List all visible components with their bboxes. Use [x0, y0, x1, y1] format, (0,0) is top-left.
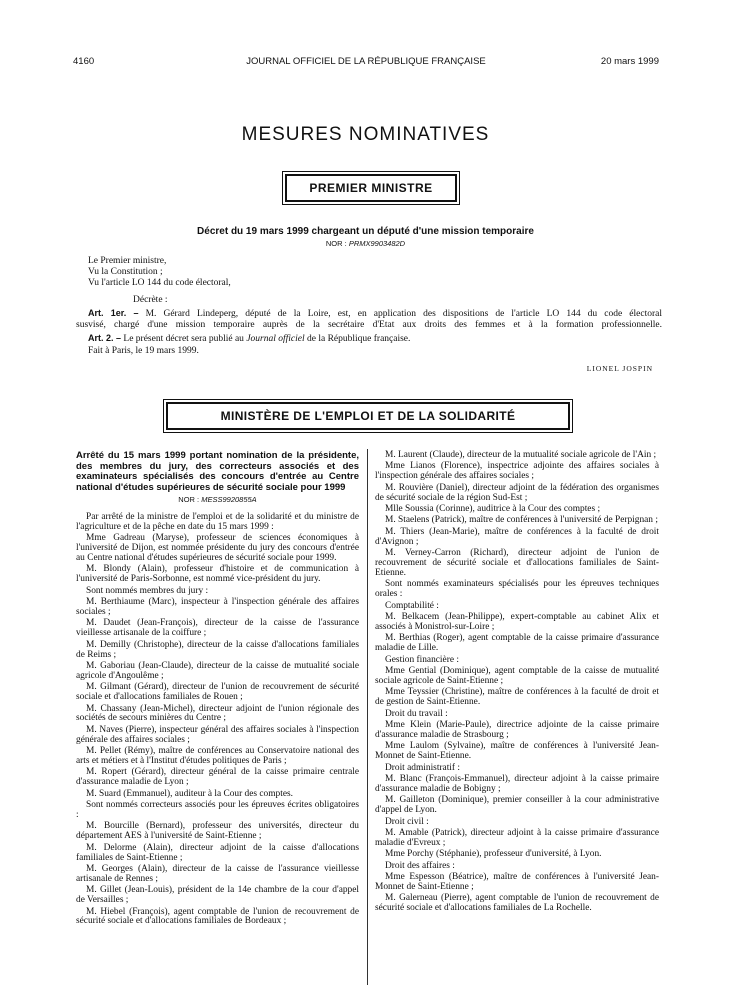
- nor-code: MESS9920855A: [201, 495, 257, 504]
- column-divider: [367, 449, 368, 985]
- paragraph: Mme Lianos (Florence), inspectrice adjointe des affaires sociales à l'inspection générale des affaires sociales ;: [375, 461, 659, 482]
- paragraph: M. Staelens (Patrick), maître de conférences à l'université de Perpignan ;: [385, 515, 658, 526]
- paragraph: M. Demilly (Christophe), directeur de la caisse d'allocations familiales de Reims ;: [76, 639, 359, 660]
- paragraph: M. Suard (Emmanuel), auditeur à la Cour des comptes.: [86, 788, 293, 799]
- nor-label: NOR :: [325, 239, 347, 248]
- paragraph: M. Pellet (Rémy), maître de conférences au Conservatoire national des arts et métiers et à l'Institut d'études politiques de Paris ;: [76, 746, 359, 766]
- section-ministere-emploi: MINISTÈRE DE L'EMPLOI ET DE LA SOLIDARITÉ: [166, 402, 570, 430]
- paragraph: M. Gaboriau (Jean-Claude), directeur de la caisse de mutualité sociale agricole d'Angoulême ;: [76, 660, 359, 681]
- paragraph: Sont nommés examinateurs spécialisés pour les épreuves techniques orales :: [375, 579, 659, 600]
- decret-nor: [0, 239, 731, 248]
- article-1-line-2: susvisé, chargé d'une mission temporaire auprès de la secrétaire d'Etat aux droits des femmes et à la formation professionnelle.: [76, 320, 662, 330]
- paragraph: M. Verney-Carron (Richard), directeur adjoint de l'union de recouvrement de sécurité sociale et d'allocations familiales de Saint-Etienne.: [375, 548, 659, 578]
- article-1-line-1: [88, 308, 662, 320]
- paragraph: Droit du travail :: [385, 708, 448, 719]
- paragraph: M. Bourcille (Bernard), professeur des universités, directeur du département AES à l'université de Saint-Etienne ;: [76, 821, 359, 842]
- paragraph: Sont nommés membres du jury :: [86, 585, 209, 596]
- paragraph: M. Berthias (Roger), agent comptable de la caisse primaire d'assurance maladie de Lille.: [375, 633, 659, 654]
- main-title: MESURES NOMINATIVES: [241, 124, 490, 145]
- paragraph: M. Naves (Pierre), inspecteur général des affaires sociales à l'inspection générale des affaires sociales ;: [76, 724, 359, 745]
- left-paragraphs: [76, 513, 359, 927]
- paragraph: M. Daudet (Jean-François), directeur de la caisse de l'assurance vieillesse artisanale de la coiffure ;: [76, 618, 359, 639]
- decrete: Décrète :: [133, 295, 168, 305]
- right-paragraphs: [375, 451, 659, 914]
- paragraph: Mme Klein (Marie-Paule), directrice adjointe de la caisse primaire d'assurance maladie de Strasbourg ;: [375, 720, 659, 740]
- paragraph: Droit civil :: [385, 816, 429, 827]
- article-2-text-pre: Le présent décret sera publié au: [123, 334, 244, 344]
- paragraph: M. Chassany (Jean-Michel), directeur adjoint de l'union régionale des sociétés de secours minières du Centre ;: [76, 703, 359, 724]
- paragraph: M. Gilmant (Gérard), directeur de l'union de recouvrement de sécurité sociale et d'allocations familiales de Rouen ;: [76, 682, 359, 703]
- arrete-title: Arrêté du 15 mars 1999 portant nomination de la présidente, des membres du jury, des correcteurs associés et des examinateurs spécialisés des concours d'entrée au Centre national d'études supérieures de sécurité sociale pour 1999: [76, 450, 359, 493]
- arrete-right-column: [375, 451, 659, 916]
- visa-1: Le Premier ministre,: [88, 256, 167, 266]
- paragraph: M. Amable (Patrick), directeur adjoint à la caisse primaire d'assurance maladie d'Evreux ;: [375, 828, 659, 848]
- article-2-label: Art. 2. –: [88, 333, 122, 343]
- paragraph: M. Gailleton (Dominique), premier conseiller à la cour administrative d'appel de Lyon.: [375, 795, 659, 816]
- article-2: [88, 333, 410, 345]
- nor-label: NOR :: [178, 495, 200, 504]
- issue-date: 20 mars 1999: [600, 56, 659, 67]
- decret-title: Décret du 19 mars 1999 chargeant un député d'une mission temporaire: [197, 226, 534, 237]
- paragraph: Gestion financière :: [385, 654, 459, 665]
- section-premier-ministre: PREMIER MINISTRE: [285, 174, 457, 202]
- paragraph: M. Rouvière (Daniel), directeur adjoint de la fédération des organismes de sécurité sociale de la région Sud-Est ;: [375, 482, 659, 503]
- signature: LIONEL JOSPIN: [586, 364, 653, 373]
- article-1-text: M. Gérard Lindeperg, député de la Loire, est, en application des dispositions de l'article LO 144 du code électoral: [145, 309, 662, 319]
- paragraph: Mlle Soussia (Corinne), auditrice à la Cour des comptes ;: [385, 504, 601, 514]
- arrete-left-column: [76, 451, 359, 929]
- paragraph: M. Georges (Alain), directeur de la caisse de l'assurance vieillesse artisanale de Rennes ;: [76, 863, 359, 884]
- page-number: 4160: [73, 56, 95, 67]
- paragraph: M. Thiers (Jean-Marie), maître de conférences à la faculté de droit d'Avignon ;: [375, 526, 659, 547]
- visa-2: Vu la Constitution ;: [88, 267, 163, 277]
- paragraph: M. Galerneau (Pierre), agent comptable de l'union de recouvrement de sécurité sociale et d'allocations familiales de La Rochelle.: [375, 893, 659, 914]
- paragraph: Mme Laulom (Sylvaine), maître de conférences à l'université Jean-Monnet de Saint-Etienne.: [375, 741, 659, 762]
- paragraph: M. Berthiaume (Marc), inspecteur à l'inspection générale des affaires sociales ;: [76, 597, 359, 617]
- paragraph: M. Blanc (François-Emmanuel), directeur adjoint à la caisse primaire d'assurance maladie de Bobigny ;: [375, 774, 659, 794]
- paragraph: M. Laurent (Claude), directeur de la mutualité sociale agricole de l'Ain ;: [385, 450, 657, 460]
- arrete-nor: [76, 495, 359, 504]
- journal-officiel-link: Journal officiel: [246, 334, 305, 344]
- paragraph: Mme Gential (Dominique), agent comptable de la caisse de mutualité sociale agricole de Saint-Etienne ;: [375, 666, 659, 686]
- paragraph: Mme Porchy (Stéphanie), professeur d'université, à Lyon.: [385, 849, 602, 860]
- paragraph: M. Delorme (Alain), directeur adjoint de la caisse d'allocations familiales de Saint-Etienne ;: [76, 842, 359, 863]
- paragraph: Par arrêté de la ministre de l'emploi et de la solidarité et du ministre de l'agriculture et de la pêche en date du 15 mars 1999 :: [76, 512, 359, 532]
- paragraph: M. Blondy (Alain), professeur d'histoire et de communication à l'université de Paris-Sorbonne, est nommé vice-président du jury.: [76, 564, 359, 585]
- journal-title: JOURNAL OFFICIEL DE LA RÉPUBLIQUE FRANÇAISE: [246, 56, 486, 67]
- paragraph: Sont nommés correcteurs associés pour les épreuves écrites obligatoires :: [76, 800, 359, 820]
- paragraph: Mme Gadreau (Maryse), professeur de sciences économiques à l'université de Dijon, est nommée présidente du jury des concours d'entrée au Centre national d'études supérieures de sécurité sociale pour 1999.: [76, 533, 359, 563]
- paragraph: Droit administratif :: [385, 762, 460, 773]
- article-2-text-post: de la République française.: [307, 334, 411, 344]
- paragraph: Mme Espesson (Béatrice), maître de conférences à l'université Jean-Monnet de Saint-Etienne ;: [375, 872, 659, 892]
- article-1-label: Art. 1er. –: [88, 308, 139, 318]
- nor-code: PRMX9903482D: [348, 239, 406, 248]
- paragraph: M. Gillet (Jean-Louis), président de la 14e chambre de la cour d'appel de Versailles ;: [76, 885, 359, 906]
- paragraph: Comptabilité :: [385, 600, 439, 611]
- paragraph: M. Belkacem (Jean-Philippe), expert-comptable au cabinet Alix et associés à Monistrol-sur-Loire ;: [375, 612, 659, 632]
- visa-3: Vu l'article LO 144 du code électoral,: [88, 278, 231, 288]
- paragraph: M. Hiebel (François), agent comptable de l'union de recouvrement de sécurité sociale et d'allocations familiales de Bordeaux ;: [76, 906, 359, 927]
- paragraph: Droit des affaires :: [385, 860, 455, 871]
- fait-a-paris: Fait à Paris, le 19 mars 1999.: [88, 346, 199, 356]
- paragraph: M. Ropert (Gérard), directeur général de la caisse primaire centrale d'assurance maladie de Lyon ;: [76, 767, 359, 788]
- paragraph: Mme Teyssier (Christine), maître de conférences à la faculté de droit et de gestion de Saint-Etienne.: [375, 687, 659, 708]
